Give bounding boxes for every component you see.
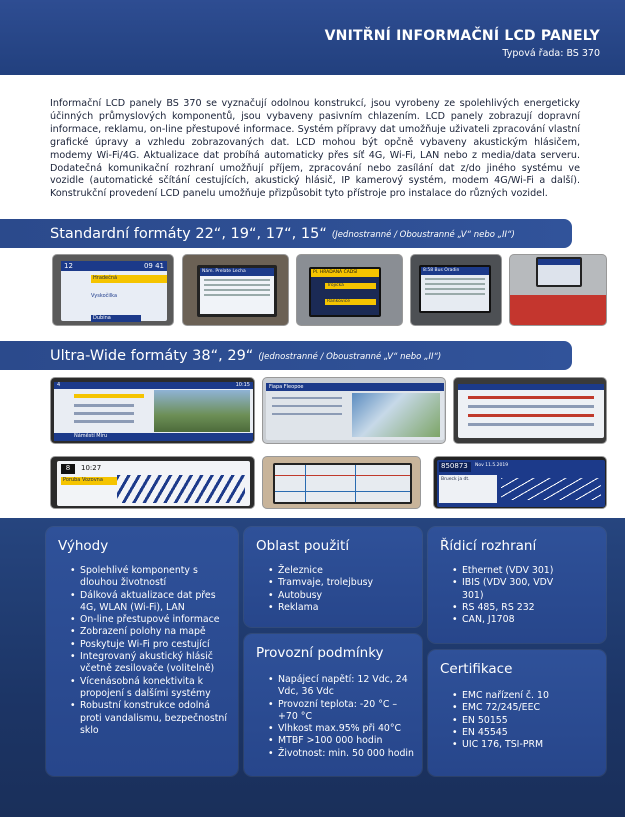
photo-panel-22 xyxy=(52,254,174,326)
list-item: • EN 45545 xyxy=(452,727,592,739)
list-item: • Napájecí napětí: 12 Vdc, 24 Vdc, 36 Vdc xyxy=(268,674,416,699)
list-item: • Vlhkost max.95% při 40°C xyxy=(268,723,416,735)
page-title: VNITŘNÍ INFORMAČNÍ LCD PANELY xyxy=(324,28,600,44)
photo9-line: Poruba Vozovna xyxy=(61,477,141,485)
photo3-stop1: Trojická xyxy=(325,283,376,289)
card-certifikace xyxy=(428,650,606,776)
photo-ultrawide-2 xyxy=(262,377,446,444)
standard-formats-bar xyxy=(0,219,572,248)
list-item: • Zobrazení polohy na mapě xyxy=(70,626,230,638)
card-vyhody-title: Výhody xyxy=(58,538,109,554)
photo1-time: 09 41 xyxy=(143,262,164,270)
list-item: • Integrovaný akustický hlásič včetně zesilovače (volitelně) xyxy=(70,651,230,676)
list-item: • RS 485, RS 232 xyxy=(452,602,577,614)
list-item: • Životnost: min. 50 000 hodin xyxy=(268,748,416,760)
photo-ultrawide-3 xyxy=(453,377,607,444)
card-provozni-list xyxy=(268,674,416,760)
list-item: • Reklama xyxy=(268,602,413,614)
standard-formats-title: Standardní formáty 22“, 19“, 17“, 15“ xyxy=(50,225,327,242)
list-item: • Provozní teplota: -20 °C – +70 °C xyxy=(268,699,416,724)
ultrawide-formats-title: Ultra-Wide formáty 38“, 29“ xyxy=(50,347,254,364)
card-certifikace-list xyxy=(452,690,592,751)
photo3-stop2: Rankovice xyxy=(325,299,376,305)
card-provozni xyxy=(244,634,422,776)
list-item: • UIC 176, TSI-PRM xyxy=(452,739,592,751)
list-item: • Spolehlivé komponenty s dlouhou životností xyxy=(70,565,230,590)
photo6-stop: Náměstí Míru xyxy=(54,433,253,441)
list-item: • Robustní konstrukce odolná proti vandalismu, bezpečnostní sklo xyxy=(70,700,230,737)
list-item: • Tramvaje, trolejbusy xyxy=(268,577,413,589)
card-vyhody xyxy=(46,527,238,776)
card-ridici-list xyxy=(452,565,577,626)
photo-ultrawide-4 xyxy=(50,456,255,509)
page-header xyxy=(0,0,625,75)
ultrawide-formats-bar xyxy=(0,341,572,370)
list-item: • IBIS (VDV 300, VDV 301) xyxy=(452,577,577,602)
photo6-line: 4 xyxy=(57,382,61,388)
card-certifikace-title: Certifikace xyxy=(440,661,513,677)
photo3-header: Pl. HRADANÁ ČADSÍ xyxy=(311,269,379,277)
card-ridici xyxy=(428,527,606,643)
list-item: • CAN, J1708 xyxy=(452,614,577,626)
photo-panel-19 xyxy=(182,254,289,326)
list-item: • On-line přestupové informace xyxy=(70,614,230,626)
photo-panel-17 xyxy=(296,254,403,326)
card-provozni-title: Provozní podmínky xyxy=(256,645,384,661)
ultrawide-formats-note: (Jednostranné / Oboustranné „V“ nebo „II“) xyxy=(258,352,442,362)
photo9-time: 10:27 xyxy=(81,464,102,472)
list-item: • Autobusy xyxy=(268,590,413,602)
photo11-number: 850873 xyxy=(439,462,471,472)
card-oblast xyxy=(244,527,422,627)
page-subtitle: Typová řada: BS 370 xyxy=(502,48,600,59)
photo1-line: 12 xyxy=(64,262,73,270)
card-oblast-list xyxy=(268,565,413,614)
intro-text: Informační LCD panely BS 370 se vyznačují odolnou konstrukcí, jsou vyrobeny ze spolehlivých energeticky účinných průmyslových komponentů, jsou vybaveny pasivním chlazením. LCD panely zobrazují dopravní informace, reklamu, on-line přestupové informace. Systém přípravy dat umožňuje uživateli zpracování vlastní grafické úpravy a vzhledu zobrazovaných dat. LCD mohou být opčně vybaveny akustickým hlásičem, modemy Wi-Fi/4G. Aktualizace dat probíhá automaticky přes síť 4G, Wi-Fi, LAN nebo z media/data serveru. Dodatečná komunikační rozhraní umožňují příjem, zpracování nebo zasílání dat z/do jiného systému ve vozidle (automatické sčítání cestujících, akustický hlásič, IP kamerový systém, modem 4G/Wi-Fi a další). Konstrukční provedení LCD panelu umožňuje přizpůsobit tyto přístroje pro instalace do různých vozidel. xyxy=(50,98,580,200)
photo-panel-15 xyxy=(410,254,502,326)
photo6-time: 10:15 xyxy=(235,382,250,388)
photo1-stop2: Vyskočilka xyxy=(91,293,118,299)
photo1-stop1: Hradečná xyxy=(91,275,167,283)
list-item: • EMC 72/245/EEC xyxy=(452,702,592,714)
list-item: • Ethernet (VDV 301) xyxy=(452,565,577,577)
photo11-time: Nov 11.5.2019 xyxy=(475,463,509,468)
card-vyhody-list xyxy=(70,565,230,737)
list-item: • Dálková aktualizace dat přes 4G, WLAN (Wi-Fi), LAN xyxy=(70,590,230,615)
card-ridici-title: Řídicí rozhraní xyxy=(440,538,537,554)
list-item: • EN 50155 xyxy=(452,715,592,727)
list-item: • Poskytuje Wi-Fi pro cestující xyxy=(70,639,230,651)
card-oblast-title: Oblast použití xyxy=(256,538,350,554)
photo-ultrawide-1 xyxy=(50,377,255,444)
photo-ultrawide-5 xyxy=(262,456,421,509)
photo-panel-interior xyxy=(509,254,607,326)
list-item: • Vícenásobná konektivita k propojení s dalšími systémy xyxy=(70,676,230,701)
list-item: • EMC nařízení č. 10 xyxy=(452,690,592,702)
photo9-number: 8 xyxy=(61,464,75,474)
photo4-header: 8:58 Bus Oradin xyxy=(421,267,489,275)
photo7-header: Fiapa Fleopoe xyxy=(266,383,444,391)
photo1-stop3: Dubina xyxy=(91,315,141,322)
photo11-line: Brueck ja dt. xyxy=(439,475,497,503)
list-item: • MTBF >100 000 hodin xyxy=(268,735,416,747)
standard-formats-note: (Jednostranné / Oboustranné „V“ nebo „II“) xyxy=(331,230,515,240)
list-item: • Železnice xyxy=(268,565,413,577)
photo2-header: Nám. Prelate Lecha xyxy=(200,268,274,276)
photo-ultrawide-6 xyxy=(433,456,607,509)
